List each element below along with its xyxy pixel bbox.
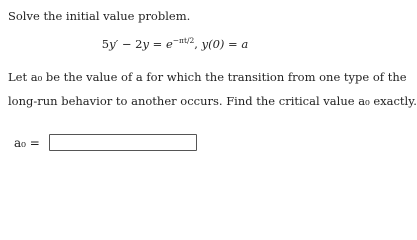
equation-exponent: −πt/2 xyxy=(172,36,195,45)
problem-text-line-1: Let a₀ be the value of a for which the transition from one type of the xyxy=(8,70,407,84)
equation-exponential-base: e xyxy=(165,37,173,51)
equation-minus-term: − 2 xyxy=(118,37,143,51)
equation-derivative: y′ xyxy=(109,37,119,51)
equation-equals: = xyxy=(149,37,166,51)
answer-input[interactable] xyxy=(49,134,197,151)
equation-variable: y xyxy=(142,37,149,51)
differential-equation xyxy=(0,36,350,51)
equation-separator: , xyxy=(194,37,202,51)
problem-text-line-2: long-run behavior to another occurs. Find the critical value a₀ exactly. xyxy=(8,94,417,108)
problem-intro: Solve the initial value problem. xyxy=(8,9,191,23)
equation-coefficient: 5 xyxy=(101,37,110,51)
answer-label: a₀ = xyxy=(14,136,40,150)
initial-condition: y(0) = a xyxy=(201,37,249,51)
